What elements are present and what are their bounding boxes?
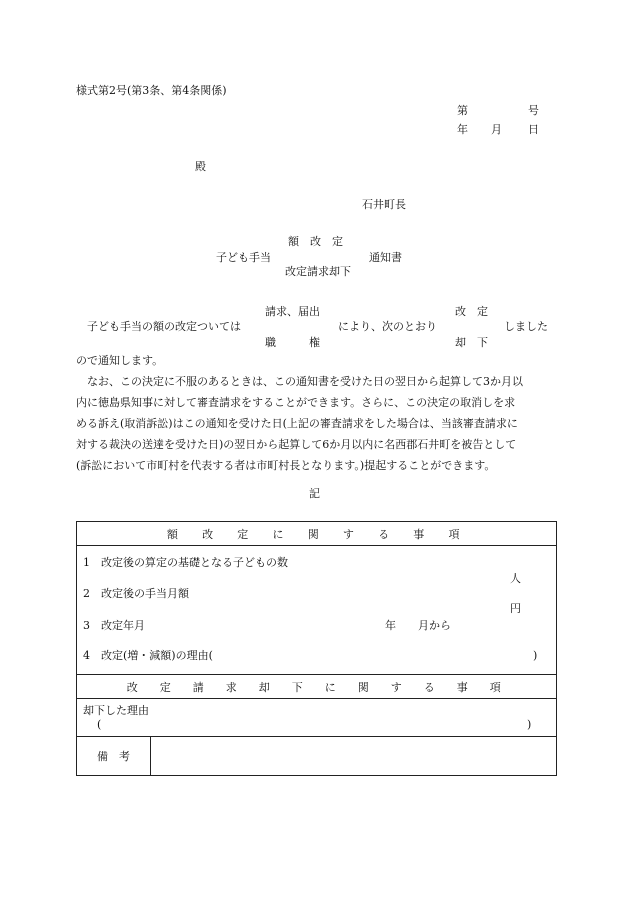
appeal-paragraph (76, 371, 556, 476)
item1-unit: 人 (510, 572, 521, 585)
remarks-label-cell (77, 737, 151, 776)
title-right: 通知書 (369, 251, 402, 264)
option-revise: 改 定 (455, 305, 488, 318)
title-bottom: 改定請求却下 (285, 265, 351, 278)
option-request: 請求、届出 (265, 305, 320, 318)
section1-header: 額 改 定 に 関 す る 事 項 (166, 527, 467, 541)
appeal-line: 対する裁決の送達を受けた日)の翌日から起算して6か月以内に名西郡石井町を被告として (76, 438, 517, 451)
item1-label: 1 改定後の算定の基礎となる子どもの数 (83, 556, 288, 569)
item3-suffix: 年 月から (385, 619, 451, 632)
item3-label: 3 改定年月 (83, 619, 145, 632)
section1-body (77, 546, 557, 675)
item4-close: ) (533, 649, 538, 662)
rejection-cell (77, 699, 557, 737)
number-suffix: 号 (528, 104, 539, 117)
item2-unit: 円 (510, 602, 521, 615)
section2-header: 改 定 請 求 却 下 に 関 す る 事 項 (126, 680, 507, 694)
appeal-line: 内に徳島県知事に対して審査請求をすることができます。さらに、この決定の取消しを求 (76, 396, 516, 409)
ki-heading: 記 (309, 487, 320, 500)
option-reject: 却 下 (455, 336, 488, 349)
title-left: 子ども手当 (216, 251, 271, 264)
issuer: 石井町長 (362, 198, 406, 211)
appeal-line: なお、この決定に不服のあるときは、この通知書を受けた日の翌日から起算して3か月以 (87, 375, 523, 388)
section2-header-cell (77, 675, 557, 699)
number-prefix: 第 (457, 104, 468, 117)
title-top: 額 改 定 (288, 235, 343, 248)
body-line1c: しました (504, 320, 548, 333)
rejection-close: ) (527, 718, 532, 731)
appeal-line: (訴訟において市町村を代表する者は市町村長となります。)提起することができます。 (76, 459, 496, 472)
option-ex-officio: 職 権 (265, 336, 320, 349)
section1-header-cell (77, 522, 557, 546)
month-label: 月 (491, 123, 502, 136)
item2-label: 2 改定後の手当月額 (83, 587, 189, 600)
rejection-open: ( (97, 718, 102, 731)
year-label: 年 (457, 123, 468, 136)
remarks-label: 備 考 (97, 750, 130, 763)
remarks-value-cell (151, 737, 557, 776)
body-line1a: 子ども手当の額の改定ついては (87, 320, 241, 333)
item4-label: 4 改定(増・減額)の理由( (83, 649, 213, 662)
addressee-honorific: 殿 (195, 160, 206, 173)
detail-table (76, 521, 557, 776)
day-label: 日 (528, 123, 539, 136)
body-line2: ので通知します。 (76, 354, 164, 367)
body-line1b: により、次のとおり (338, 320, 437, 333)
form-number: 様式第2号(第3条、第4条関係) (76, 84, 227, 97)
rejection-label: 却下した理由 (83, 704, 149, 717)
appeal-line: める訴え(取消訴訟)はこの通知を受けた日(上記の審査請求をした場合は、当該審査請求に (76, 417, 518, 430)
